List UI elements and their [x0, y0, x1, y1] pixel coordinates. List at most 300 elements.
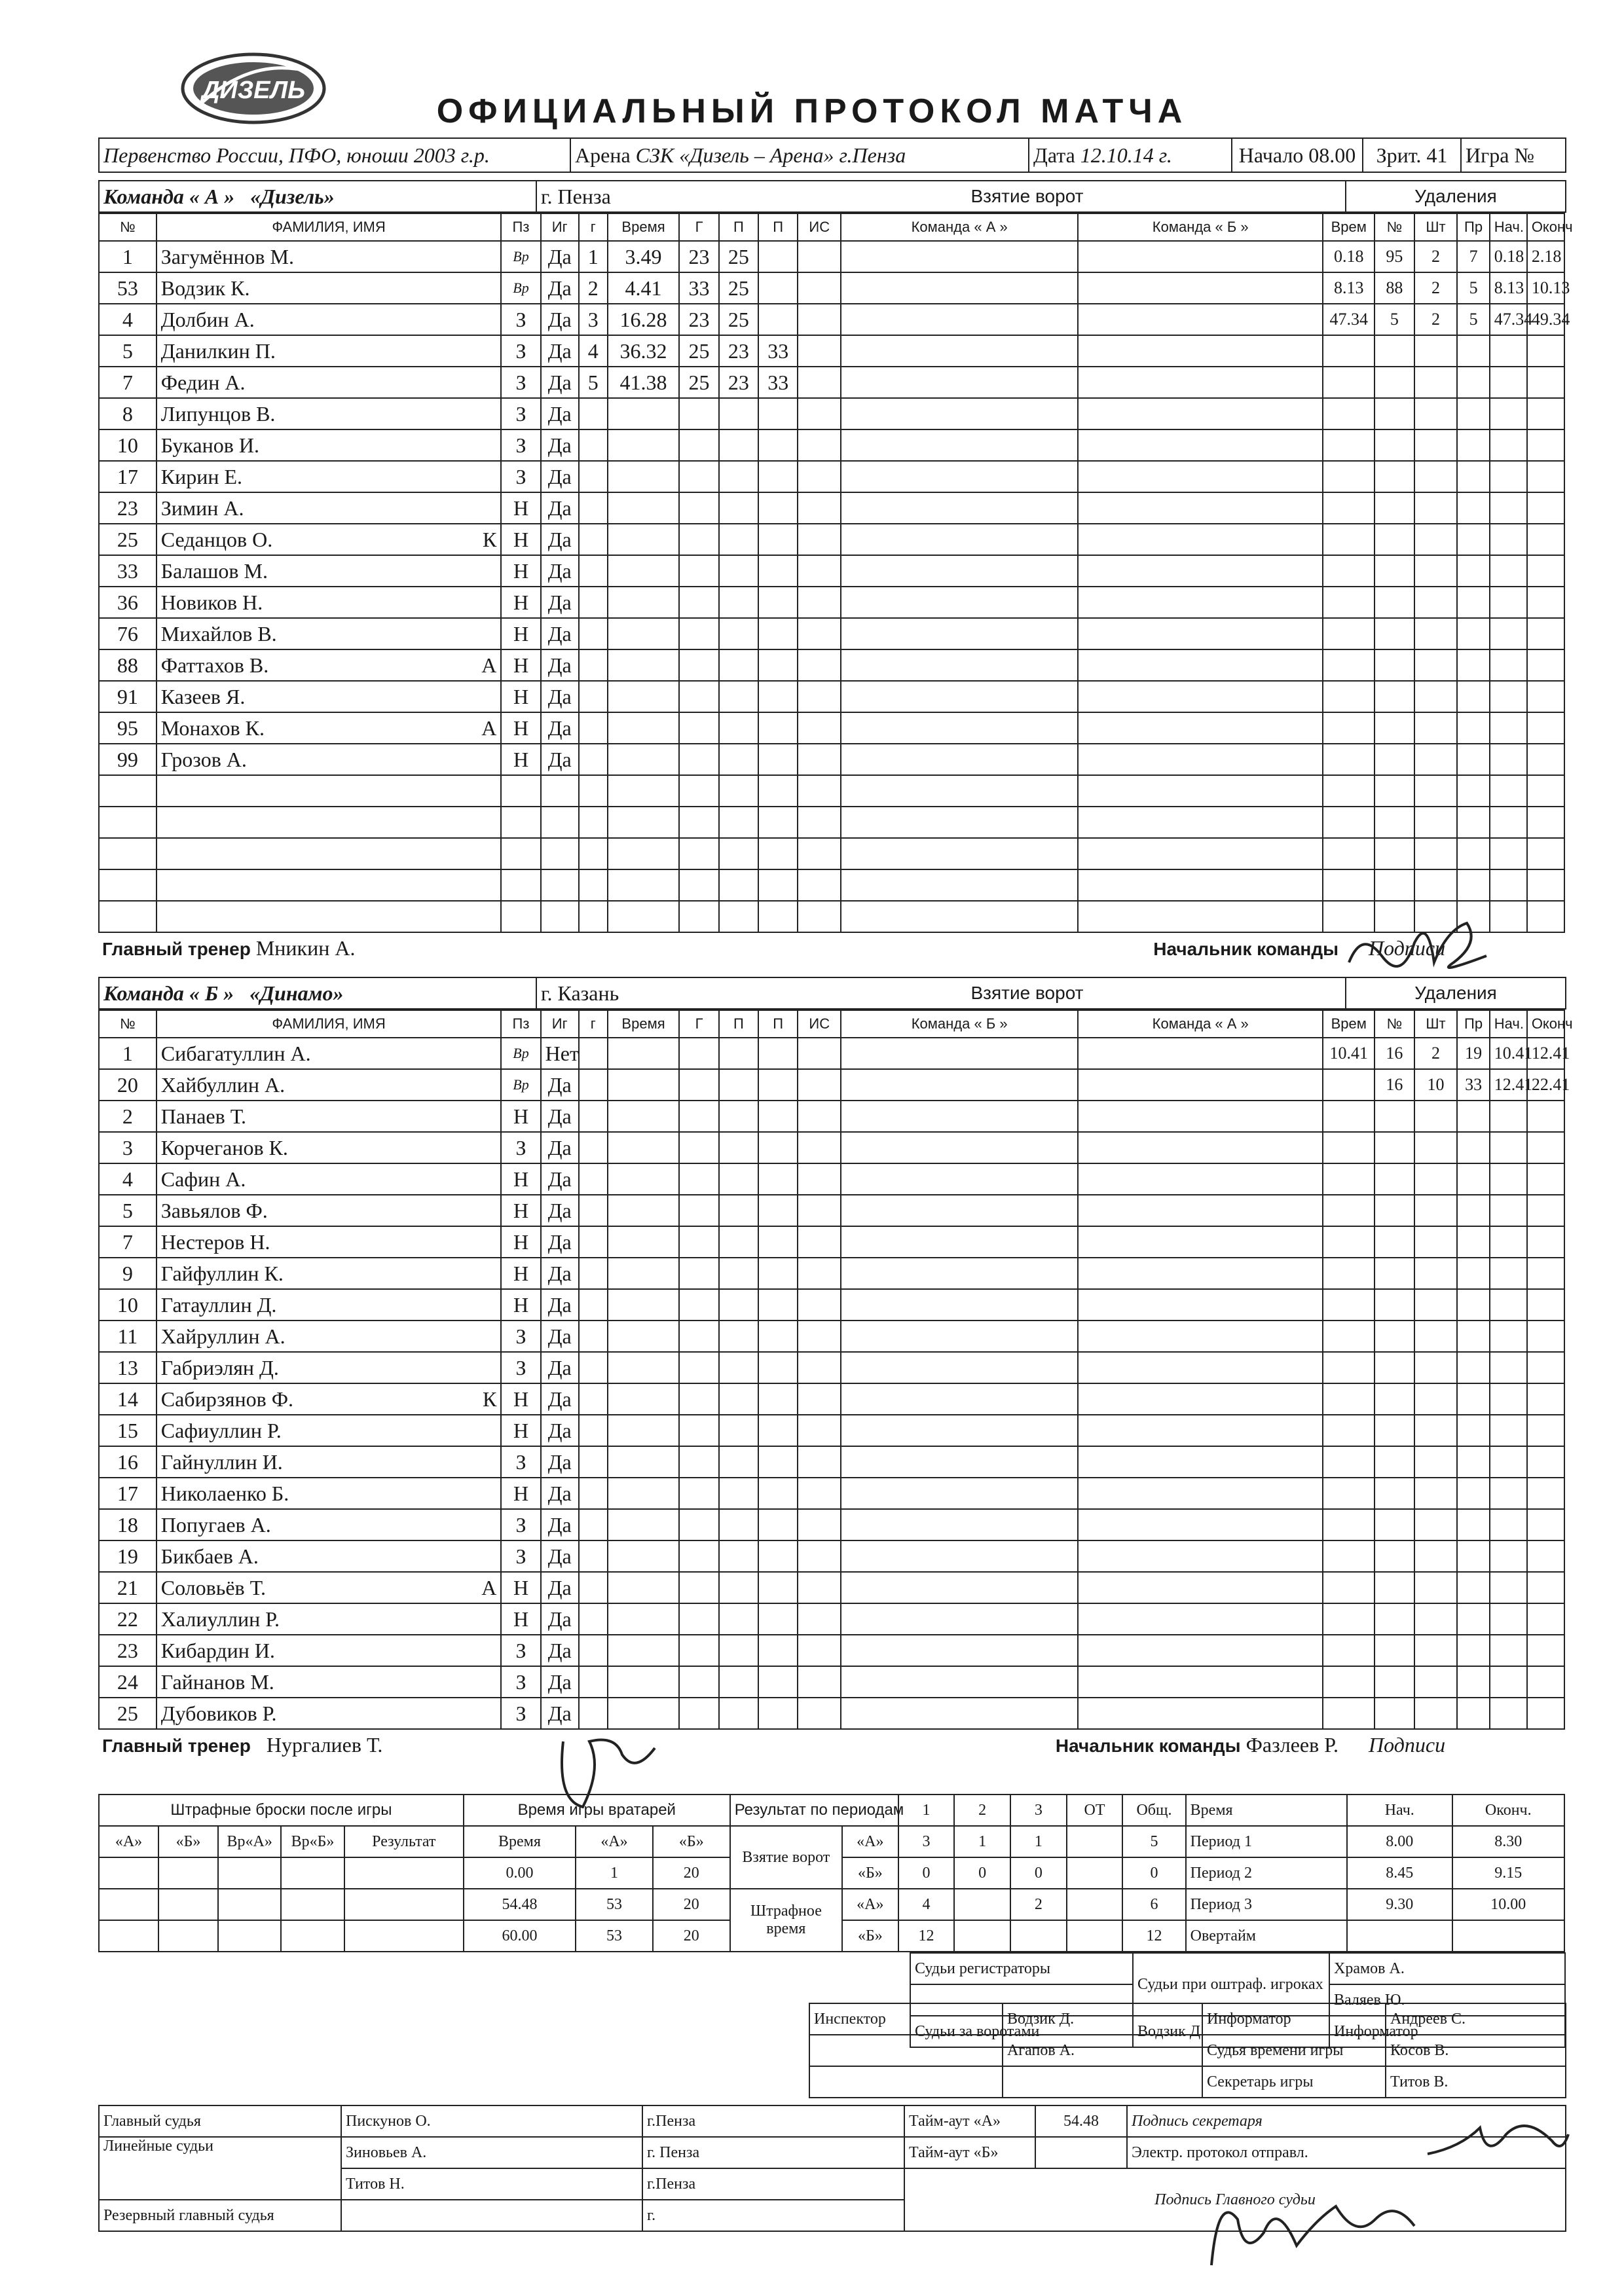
- penalty-reason: [1457, 1132, 1489, 1163]
- penalty-end: [1527, 1478, 1564, 1509]
- penalty-player: [1375, 367, 1414, 398]
- goal-is: [798, 367, 841, 398]
- penalty-minutes: [1414, 1289, 1458, 1321]
- penalty-end: [1527, 712, 1564, 744]
- penalty-start: [1490, 1352, 1527, 1383]
- player-number: 8: [99, 398, 157, 429]
- player-name-text: Гайфуллин К.: [160, 1261, 284, 1285]
- goal-number: [579, 1666, 608, 1698]
- player-played: Да: [541, 555, 579, 587]
- penalty-minutes: [1414, 1666, 1458, 1698]
- player-position: [501, 838, 540, 869]
- penalty-player: [1375, 618, 1414, 649]
- goal-number: 5: [579, 367, 608, 398]
- period-value: [954, 1920, 1010, 1952]
- penalty-start: [1490, 807, 1527, 838]
- goal-number: [579, 1698, 608, 1729]
- penalty-end: [1527, 744, 1564, 775]
- on-ice-own: [841, 492, 1078, 524]
- on-ice-own: [841, 1195, 1078, 1226]
- player-position: З: [501, 367, 540, 398]
- penalty-start: [1490, 1478, 1527, 1509]
- player-played: Да: [541, 618, 579, 649]
- penalty-start: [1490, 1163, 1527, 1195]
- goal-assist-2: [758, 1101, 798, 1132]
- player-name: [157, 838, 502, 869]
- goal-scorer: 25: [679, 335, 718, 367]
- player-name: [157, 587, 502, 618]
- goal-assist-1: [719, 1666, 758, 1698]
- team-b-player-row: [99, 1289, 1564, 1321]
- goal-time: 36.32: [608, 335, 680, 367]
- penalty-time: [1323, 429, 1375, 461]
- penalty-reason: [1457, 775, 1489, 807]
- penalty-time: [1323, 649, 1375, 681]
- penalty-reason: [1457, 367, 1489, 398]
- linesman-2-city: г.Пенза: [642, 2168, 904, 2200]
- on-ice-opp: [1078, 524, 1323, 555]
- goal-is: [798, 304, 841, 335]
- player-name: [157, 1603, 502, 1635]
- penalty-minutes: [1414, 618, 1458, 649]
- penalty-end: [1527, 1352, 1564, 1383]
- goalie-b: 20: [653, 1920, 730, 1952]
- penalty-player: [1375, 524, 1414, 555]
- player-name-text: Водзик К.: [160, 276, 250, 300]
- goal-assist-1: [719, 524, 758, 555]
- penalty-time: [1323, 1163, 1375, 1195]
- player-name-text: Хайруллин А.: [160, 1324, 286, 1348]
- goal-assist-1: [719, 1195, 758, 1226]
- goal-assist-1: [719, 649, 758, 681]
- penalty-time: [1323, 1415, 1375, 1446]
- player-name-text: Липунцов В.: [160, 401, 276, 426]
- col-assist2: П: [758, 1010, 798, 1038]
- period-value: 0: [898, 1857, 955, 1889]
- goal-is: [798, 807, 841, 838]
- player-name: [157, 1666, 502, 1698]
- on-ice-opp: [1078, 1698, 1323, 1729]
- team-a-player-row: [99, 272, 1564, 304]
- goal-number: [579, 1446, 608, 1478]
- goal-assist-2: [758, 1226, 798, 1258]
- team-a-player-row: [99, 241, 1564, 272]
- goal-assist-2: [758, 492, 798, 524]
- on-ice-own: [841, 1698, 1078, 1729]
- player-position: [501, 807, 540, 838]
- goalie-b: 20: [653, 1889, 730, 1920]
- goal-assist-2: [758, 744, 798, 775]
- player-played: Да: [541, 1321, 579, 1352]
- goal-assist-2: [758, 524, 798, 555]
- player-played: Да: [541, 587, 579, 618]
- player-position: Н: [501, 1415, 540, 1446]
- penalty-time: [1323, 398, 1375, 429]
- goal-assist-2: [758, 1195, 798, 1226]
- player-number: 18: [99, 1509, 157, 1540]
- goal-scorer: [679, 649, 718, 681]
- period-start: 8.45: [1347, 1857, 1452, 1889]
- penalty-reason: [1457, 712, 1489, 744]
- team-b-player-row: [99, 1069, 1564, 1101]
- on-ice-own: [841, 1666, 1078, 1698]
- on-ice-own: [841, 272, 1078, 304]
- penalty-reason: [1457, 1572, 1489, 1603]
- penalty-start: [1490, 1383, 1527, 1415]
- shootout-col-gkb: Вр«Б»: [281, 1826, 344, 1857]
- penalty-minutes: [1414, 1478, 1458, 1509]
- penalty-reason: [1457, 618, 1489, 649]
- penalty-player: [1375, 1163, 1414, 1195]
- penalty-minutes: 2: [1414, 1038, 1458, 1069]
- penalty-time: [1323, 838, 1375, 869]
- penalty-player: [1375, 335, 1414, 367]
- team-a-player-row: [99, 807, 1564, 838]
- timeout-a-label: Тайм-аут «А»: [904, 2105, 1035, 2137]
- player-name: [157, 304, 502, 335]
- team-a-signatures: Подписи: [1369, 936, 1446, 960]
- penalty-reason: [1457, 1415, 1489, 1446]
- player-played: Да: [541, 1572, 579, 1603]
- on-ice-opp: [1078, 1509, 1323, 1540]
- penalty-time: [1323, 524, 1375, 555]
- player-name-text: Данилкин П.: [160, 338, 276, 363]
- col-goal-no: г: [579, 213, 608, 241]
- penalty-player: [1375, 1540, 1414, 1572]
- penalty-end: [1527, 1572, 1564, 1603]
- penalty-start: [1490, 1195, 1527, 1226]
- goal-number: [579, 1321, 608, 1352]
- player-position: З: [501, 1446, 540, 1478]
- goal-time: 41.38: [608, 367, 680, 398]
- penalty-time: [1323, 587, 1375, 618]
- on-ice-opp: [1078, 367, 1323, 398]
- penalty-player: [1375, 869, 1414, 901]
- player-name: [157, 649, 502, 681]
- period-total: 5: [1122, 1826, 1185, 1857]
- goal-number: [579, 649, 608, 681]
- player-position: З: [501, 1352, 540, 1383]
- penalty-start: [1490, 492, 1527, 524]
- goal-time: [608, 807, 680, 838]
- goal-is: [798, 272, 841, 304]
- penalty-start: [1490, 838, 1527, 869]
- penalty-start: [1490, 1540, 1527, 1572]
- page-title: ОФИЦИАЛЬНЫЙ ПРОТОКОЛ МАТЧА: [436, 92, 1188, 130]
- player-position: З: [501, 1635, 540, 1666]
- col-play: Иг: [541, 1010, 579, 1038]
- col-is: ИС: [798, 213, 841, 241]
- goal-assist-1: 23: [719, 335, 758, 367]
- player-name-text: Долбин А.: [160, 307, 255, 331]
- penalty-player: [1375, 1289, 1414, 1321]
- penalty-time: [1323, 1069, 1375, 1101]
- goal-assist-1: [719, 901, 758, 932]
- player-number: 10: [99, 429, 157, 461]
- team-b-player-row: [99, 1038, 1564, 1069]
- goal-is: [798, 1258, 841, 1289]
- goal-time: [608, 398, 680, 429]
- player-name-text: Завьялов Ф.: [160, 1198, 268, 1222]
- penalty-reason: [1457, 1383, 1489, 1415]
- player-number: 91: [99, 681, 157, 712]
- penalty-minutes: [1414, 1572, 1458, 1603]
- goal-time: 3.49: [608, 241, 680, 272]
- player-name: [157, 1540, 502, 1572]
- penalty-time: [1323, 1666, 1375, 1698]
- penalty-time: [1323, 492, 1375, 524]
- goal-is: [798, 838, 841, 869]
- penalty-end: [1527, 398, 1564, 429]
- goal-scorer: [679, 1509, 718, 1540]
- team-a-player-row: [99, 744, 1564, 775]
- player-name: [157, 775, 502, 807]
- team-b-player-row: [99, 1163, 1564, 1195]
- shootout-col-gka: Вр«А»: [218, 1826, 281, 1857]
- goal-time: [608, 1226, 680, 1258]
- penalty-start: [1490, 712, 1527, 744]
- informer: Андреев С.: [1386, 2003, 1566, 2035]
- penalty-start: [1490, 367, 1527, 398]
- goal-scorer: [679, 1038, 718, 1069]
- goal-is: [798, 1415, 841, 1446]
- penalty-minutes: [1414, 1635, 1458, 1666]
- on-ice-own: [841, 807, 1078, 838]
- period-end: 10.00: [1452, 1889, 1564, 1920]
- penalty-time: [1323, 1352, 1375, 1383]
- goal-is: [798, 1289, 841, 1321]
- team-b-player-row: [99, 1226, 1564, 1258]
- goalie-time: 54.48: [464, 1889, 576, 1920]
- penalty-time: [1323, 681, 1375, 712]
- penalty-player: [1375, 398, 1414, 429]
- penalty-time: [1323, 775, 1375, 807]
- on-ice-opp: [1078, 869, 1323, 901]
- on-ice-opp: [1078, 1478, 1323, 1509]
- on-ice-opp: [1078, 618, 1323, 649]
- goal-assist-2: [758, 838, 798, 869]
- on-ice-own: [841, 1132, 1078, 1163]
- on-ice-opp: [1078, 1321, 1323, 1352]
- on-ice-opp: [1078, 1289, 1323, 1321]
- linesman-1-city: г. Пенза: [642, 2137, 904, 2168]
- penalty-time: 47.34: [1323, 304, 1375, 335]
- goal-time: [608, 649, 680, 681]
- player-position: Н: [501, 1101, 540, 1132]
- penalty-player: [1375, 712, 1414, 744]
- goal-number: 4: [579, 335, 608, 367]
- penalty-end: [1527, 555, 1564, 587]
- player-name-text: Гатауллин Д.: [160, 1292, 277, 1317]
- player-number: 3: [99, 1132, 157, 1163]
- goal-assist-1: [719, 744, 758, 775]
- player-number: 7: [99, 1226, 157, 1258]
- on-ice-own: [841, 1038, 1078, 1069]
- penalty-player: [1375, 461, 1414, 492]
- col-goal-time: Время: [608, 1010, 680, 1038]
- goalie-col-b: «Б»: [653, 1826, 730, 1857]
- penalty-end: [1527, 1603, 1564, 1635]
- on-ice-own: [841, 1478, 1078, 1509]
- penalty-reason: [1457, 1195, 1489, 1226]
- goal-is: [798, 1038, 841, 1069]
- col-scorer: Г: [679, 213, 718, 241]
- arena: Арена СЗК «Дизель – Арена» г.Пенза: [570, 138, 1029, 172]
- shootout-col-b: «Б»: [158, 1826, 218, 1857]
- goal-assist-1: [719, 587, 758, 618]
- on-ice-opp: [1078, 901, 1323, 932]
- secretary: Титов В.: [1386, 2066, 1566, 2098]
- team-b-name: Команда « Б » «Динамо»: [99, 977, 536, 1009]
- player-name-text: Михайлов В.: [160, 621, 277, 646]
- penalty-minutes: [1414, 775, 1458, 807]
- on-ice-opp: [1078, 712, 1323, 744]
- period-start-col: Нач.: [1347, 1795, 1452, 1826]
- goal-time: [608, 838, 680, 869]
- penalty-minutes: [1414, 1383, 1458, 1415]
- player-played: Да: [541, 1635, 579, 1666]
- goal-time: 4.41: [608, 272, 680, 304]
- player-number: 17: [99, 1478, 157, 1509]
- player-name-text: Дубовиков Р.: [160, 1701, 277, 1725]
- penalty-end: [1527, 1258, 1564, 1289]
- goal-number: [579, 555, 608, 587]
- player-number: 76: [99, 618, 157, 649]
- penalty-player: [1375, 1478, 1414, 1509]
- team-b-player-row: [99, 1446, 1564, 1478]
- on-ice-opp: [1078, 1069, 1323, 1101]
- penalty-end: [1527, 1446, 1564, 1478]
- period-end: 8.30: [1452, 1826, 1564, 1857]
- player-name: [157, 1163, 502, 1195]
- goalie-a: 1: [576, 1857, 653, 1889]
- on-ice-opp: [1078, 335, 1323, 367]
- team-b-player-row: [99, 1572, 1564, 1603]
- penalty-end: 49.34: [1527, 304, 1564, 335]
- goal-time: [608, 1635, 680, 1666]
- penalty-reason: [1457, 587, 1489, 618]
- goal-is: [798, 712, 841, 744]
- penalty-start: [1490, 524, 1527, 555]
- penalty-start: [1490, 1289, 1527, 1321]
- col-pen-time: Врем: [1323, 213, 1375, 241]
- player-name: [157, 1195, 502, 1226]
- goal-scorer: 25: [679, 367, 718, 398]
- player-name-text: Кирин Е.: [160, 464, 243, 488]
- penalty-reason: [1457, 555, 1489, 587]
- team-b-section: [98, 977, 1573, 1760]
- on-ice-opp: [1078, 555, 1323, 587]
- goal-is: [798, 555, 841, 587]
- on-ice-opp: [1078, 587, 1323, 618]
- team-a-player-row: [99, 304, 1564, 335]
- goal-is: [798, 681, 841, 712]
- on-ice-opp: [1078, 1446, 1323, 1478]
- penalty-minutes: [1414, 1163, 1458, 1195]
- goal-time: [608, 712, 680, 744]
- goal-assist-2: [758, 1132, 798, 1163]
- goal-assist-1: [719, 492, 758, 524]
- player-name: [157, 429, 502, 461]
- penalty-time: [1323, 1635, 1375, 1666]
- period-start: [1347, 1920, 1452, 1952]
- period-value: [1067, 1920, 1123, 1952]
- penalty-player: [1375, 649, 1414, 681]
- goal-is: [798, 1195, 841, 1226]
- penalty-start: [1490, 1321, 1527, 1352]
- player-number: [99, 869, 157, 901]
- player-played: Да: [541, 492, 579, 524]
- team-a-player-row: [99, 461, 1564, 492]
- goal-assist-2: [758, 1321, 798, 1352]
- penalty-reason: [1457, 429, 1489, 461]
- player-played: Да: [541, 649, 579, 681]
- penalty-minutes: [1414, 555, 1458, 587]
- on-ice-own: [841, 555, 1078, 587]
- goal-assist-2: [758, 555, 798, 587]
- col-pen-num: №: [1375, 1010, 1414, 1038]
- penalty-reason: 5: [1457, 272, 1489, 304]
- team-b-player-row: [99, 1132, 1564, 1163]
- player-name: [157, 1226, 502, 1258]
- player-name-text: Панаев Т.: [160, 1104, 247, 1128]
- penalty-end: [1527, 1163, 1564, 1195]
- player-name-text: Монахов К.: [160, 716, 265, 740]
- player-number: 21: [99, 1572, 157, 1603]
- goal-assist-1: [719, 775, 758, 807]
- team-b-manager: Начальник команды Фазлеев Р.: [1055, 1732, 1338, 1757]
- player-number: 1: [99, 241, 157, 272]
- penalty-minutes: [1414, 367, 1458, 398]
- period-value: [954, 1889, 1010, 1920]
- col-onice-a: Команда « А »: [1078, 1010, 1323, 1038]
- penalty-start: [1490, 461, 1527, 492]
- period-end: 9.15: [1452, 1857, 1564, 1889]
- on-ice-own: [841, 681, 1078, 712]
- goal-assist-2: [758, 1163, 798, 1195]
- col-pen-num: №: [1375, 213, 1414, 241]
- goal-number: [579, 618, 608, 649]
- penalty-time: [1323, 1509, 1375, 1540]
- goal-assist-2: [758, 429, 798, 461]
- col-assist1: П: [719, 1010, 758, 1038]
- registrar-judges-label: Судьи регистраторы: [910, 1953, 1133, 1984]
- goal-number: [579, 744, 608, 775]
- penalty-minutes: [1414, 712, 1458, 744]
- penalty-player: [1375, 587, 1414, 618]
- player-position: З: [501, 1509, 540, 1540]
- goal-assist-1: [719, 1572, 758, 1603]
- penalty-start: [1490, 335, 1527, 367]
- penalty-reason: [1457, 1478, 1489, 1509]
- penalty-minutes: 2: [1414, 241, 1458, 272]
- goal-scorer: 33: [679, 272, 718, 304]
- goal-assist-1: [719, 555, 758, 587]
- player-number: [99, 807, 157, 838]
- team-b-player-row: [99, 1540, 1564, 1572]
- player-number: 36: [99, 587, 157, 618]
- penalty-start: [1490, 1101, 1527, 1132]
- timeout-b-label: Тайм-аут «Б»: [904, 2137, 1035, 2168]
- goal-time: [608, 555, 680, 587]
- on-ice-opp: [1078, 744, 1323, 775]
- penalty-player: [1375, 429, 1414, 461]
- period-start: 9.30: [1347, 1889, 1452, 1920]
- timekeeper: Косов В.: [1386, 2035, 1566, 2066]
- penalty-reason: [1457, 807, 1489, 838]
- penalty-end: [1527, 901, 1564, 932]
- on-ice-opp: [1078, 1101, 1323, 1132]
